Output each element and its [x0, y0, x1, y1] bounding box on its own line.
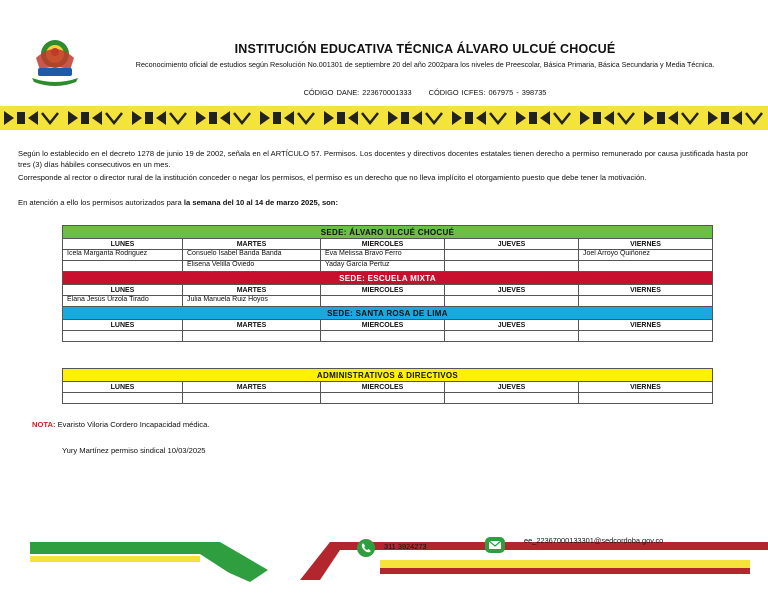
table-cell [63, 331, 183, 342]
table-cell [321, 393, 445, 404]
band-motif [708, 111, 762, 125]
table-cell [445, 393, 579, 404]
sede-title: SEDE: ÁLVARO ULCUÉ CHOCUÉ [63, 226, 713, 239]
day-header: LUNES [63, 285, 183, 296]
table-cell [445, 296, 579, 307]
band-motif [4, 111, 58, 125]
table-cell [579, 261, 713, 272]
day-header: VIERNES [579, 382, 713, 393]
footer-decoration [0, 520, 768, 594]
table-cell [63, 393, 183, 404]
table-row [63, 261, 713, 272]
sede-title-row [63, 226, 713, 239]
table-cell: Elisena Velilla Oviedo [183, 261, 321, 272]
institution-subtitle: Reconocimiento oficial de estudios según Resolución No.001301 de septiembre 20 del año 2002para los niveles de Preescolar, Básica Primaria, Básica Secundaria y Media Técnica. [135, 60, 715, 69]
day-header: MIERCOLES [321, 320, 445, 331]
sede-title: SEDE: ESCUELA MIXTA [63, 272, 713, 285]
footer-email: ee_22367000133301@sedcordoba.gov.co [524, 536, 664, 545]
table-row [63, 250, 713, 261]
day-header: VIERNES [579, 320, 713, 331]
day-header-row [63, 320, 713, 331]
day-header: MARTES [183, 382, 321, 393]
day-header: MIERCOLES [321, 239, 445, 250]
band-motif [516, 111, 570, 125]
phone-icon [356, 538, 376, 558]
day-header: JUEVES [445, 320, 579, 331]
band-motif [644, 111, 698, 125]
paragraph-week-dates: la semana del 10 al 14 de marzo 2025, son: [183, 198, 338, 207]
table-cell: Eva Melissa Bravo Ferro [321, 250, 445, 261]
codigo-dane: CÓDIGO DANE: 223670001333 [303, 88, 412, 97]
note-line [32, 420, 209, 429]
table-row [63, 296, 713, 307]
table-cell [445, 261, 579, 272]
day-header: MIERCOLES [321, 285, 445, 296]
paragraph-decree: Según lo establecido en el decreto 1278 de junio 19 de 2002, señala en el ARTÍCULO 57. Permisos. Los docentes y directivos docentes estatales tienen derecho a permiso remunerado por causa justificada hasta por tres (3) días hábiles consecutivos en un mes. [18, 149, 748, 170]
day-header: LUNES [63, 239, 183, 250]
day-header: VIERNES [579, 239, 713, 250]
institution-title: INSTITUCIÓN EDUCATIVA TÉCNICA ÁLVARO ULCUÉ CHOCUÉ [234, 42, 616, 56]
band-motif [580, 111, 634, 125]
table-cell: Elana Jesús Urzola Tirado [63, 296, 183, 307]
table-cell: Joel Arroyo Quiñonez [579, 250, 713, 261]
table-cell [183, 393, 321, 404]
table-row [63, 331, 713, 342]
table-cell [183, 331, 321, 342]
day-header-row [63, 382, 713, 393]
codigo-icfes: CÓDIGO ICFES: 067975 - 398735 [428, 88, 547, 97]
band-pattern [0, 106, 768, 130]
sede-title-row [63, 369, 713, 382]
day-header: JUEVES [445, 239, 579, 250]
table-cell [445, 331, 579, 342]
day-header: LUNES [63, 320, 183, 331]
day-header: JUEVES [445, 285, 579, 296]
day-header: VIERNES [579, 285, 713, 296]
note-line-2: Yury Martínez permiso sindical 10/03/2025 [62, 446, 206, 455]
note-text: Evaristo Viloria Cordero Incapacidad médica. [55, 420, 210, 429]
table-row [63, 393, 713, 404]
day-header: LUNES [63, 382, 183, 393]
band-motif [132, 111, 186, 125]
band-motif [324, 111, 378, 125]
table-cell [579, 331, 713, 342]
institution-codes [90, 88, 760, 97]
paragraph-rector: Corresponde al rector o director rural de la institución conceder o negar los permisos, el permiso es un derecho que no lleva implícito el otorgamiento puesto que debe tener la motivación. [18, 173, 647, 182]
band-motif [452, 111, 506, 125]
admin-table [62, 368, 713, 404]
table-cell [321, 331, 445, 342]
sede-title-row [63, 307, 713, 320]
day-header: MIERCOLES [321, 382, 445, 393]
band-motif [68, 111, 122, 125]
email-icon [484, 536, 506, 554]
table-cell [445, 250, 579, 261]
table-cell: Icela Margarita Rodriguez [63, 250, 183, 261]
day-header: JUEVES [445, 382, 579, 393]
table-cell [579, 296, 713, 307]
note-label: NOTA: [32, 420, 56, 429]
table-cell [321, 296, 445, 307]
sede-title: SEDE: SANTA ROSA DE LIMA [63, 307, 713, 320]
band-motif [388, 111, 442, 125]
paragraph-week [18, 197, 748, 208]
band-motif [260, 111, 314, 125]
day-header: MARTES [183, 285, 321, 296]
table-cell [579, 393, 713, 404]
day-header: MARTES [183, 239, 321, 250]
table-cell: Yaday García Pertuz [321, 261, 445, 272]
table-cell [63, 261, 183, 272]
sede-title: ADMINISTRATIVOS & DIRECTIVOS [63, 369, 713, 382]
day-header: MARTES [183, 320, 321, 331]
day-header-row [63, 239, 713, 250]
band-motif [196, 111, 250, 125]
sedes-table [62, 225, 713, 342]
institution-logo [26, 34, 84, 86]
decorative-band [0, 106, 768, 130]
footer-phone: 311 3924273 [384, 542, 427, 551]
table-cell: Julia Manuela Ruiz Hoyos [183, 296, 321, 307]
table-cell: Consuelo Isabel Banda Banda [183, 250, 321, 261]
sede-title-row [63, 272, 713, 285]
day-header-row [63, 285, 713, 296]
paragraph-week-prefix: En atención a ello los permisos autorizados para [18, 198, 184, 207]
